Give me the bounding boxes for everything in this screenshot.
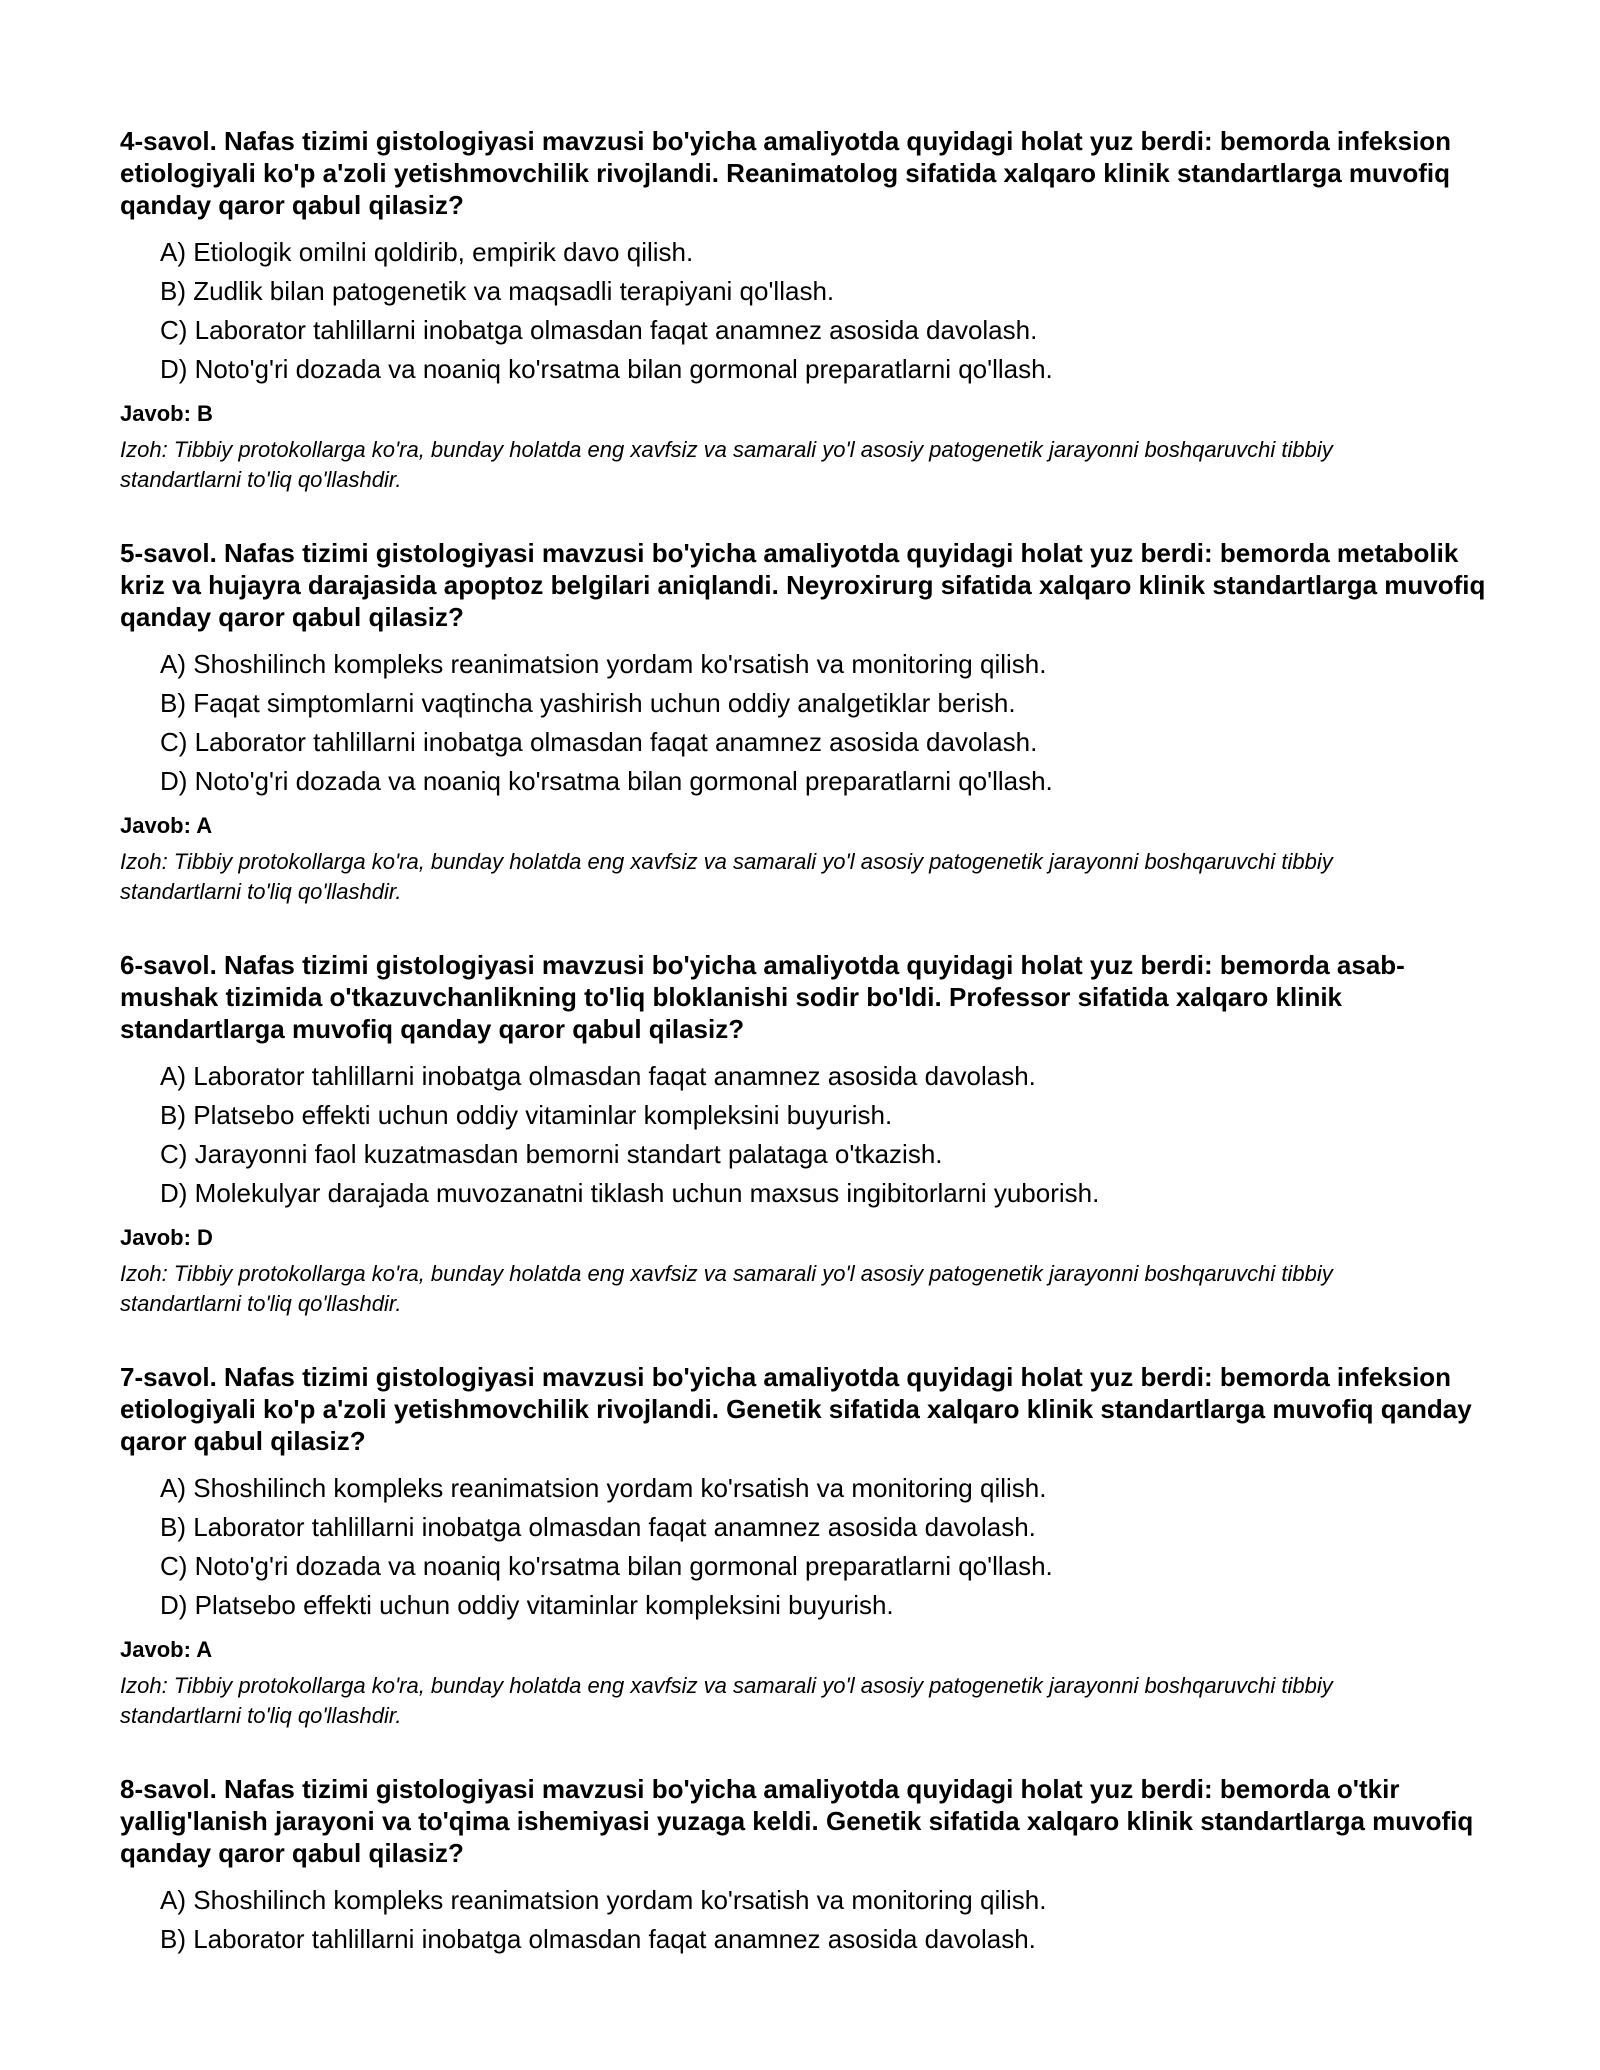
answer-explanation: Izoh: Tibbiy protokollarga ko'ra, bunday holatda eng xavfsiz va samarali yo'l asosiy patogenetik jarayonni boshqaruvchi tibbiy standartlarni to'liq qo'llashdir. xyxy=(120,849,1333,904)
question-text: 7-savol. Nafas tizimi gistologiyasi mavzusi bo'yicha amaliyotda quyidagi holat yuz berdi: bemorda infeksion etiologiyali ko'p a'zoli yetishmovchilik rivojlandi. Genetik sifatida xalqaro klinik standartlarga muvofiq qanday qaror qabul qilasiz? xyxy=(120,1362,1472,1456)
answer-options xyxy=(120,233,1490,389)
answer-option: B) Faqat simptomlarni vaqtincha yashirish uchun oddiy analgetiklar berish. xyxy=(160,688,1016,718)
answer-option: D) Noto'g'ri dozada va noaniq ko'rsatma bilan gormonal preparatlarni qo'llash. xyxy=(160,354,1053,384)
answer-option: A) Laborator tahlillarni inobatga olmasdan faqat anamnez asosida davolash. xyxy=(160,1061,1036,1091)
answer-option: A) Shoshilinch kompleks reanimatsion yordam ko'rsatish va monitoring qilish. xyxy=(160,649,1047,679)
answer-option: B) Laborator tahlillarni inobatga olmasdan faqat anamnez asosida davolash. xyxy=(160,1924,1036,1954)
question-text: 6-savol. Nafas tizimi gistologiyasi mavzusi bo'yicha amaliyotda quyidagi holat yuz berdi: bemorda asab-mushak tizimida o'tkazuvchanlikning to'liq bloklanishi sodir bo'ldi. Professor sifatida xalqaro klinik standartlarga muvofiq qanday qaror qabul qilasiz? xyxy=(120,950,1405,1044)
question-text: 4-savol. Nafas tizimi gistologiyasi mavzusi bo'yicha amaliyotda quyidagi holat yuz berdi: bemorda infeksion etiologiyali ko'p a'zoli yetishmovchilik rivojlandi. Reanimatolog sifatida xalqaro klinik standartlarga muvofiq qanday qaror qabul qilasiz? xyxy=(120,126,1452,220)
answer-option: B) Zudlik bilan patogenetik va maqsadli terapiyani qo'llash. xyxy=(160,276,835,306)
answer-option: B) Platsebo effekti uchun oddiy vitaminlar kompleksini buyurish. xyxy=(160,1100,893,1130)
answer-option: C) Laborator tahlillarni inobatga olmasdan faqat anamnez asosida davolash. xyxy=(160,315,1038,345)
correct-answer: Javob: B xyxy=(120,401,213,426)
answer-option: C) Jarayonni faol kuzatmasdan bemorni standart palataga o'tkazish. xyxy=(160,1139,943,1169)
answer-option: B) Laborator tahlillarni inobatga olmasdan faqat anamnez asosida davolash. xyxy=(160,1512,1036,1542)
correct-answer: Javob: D xyxy=(120,1225,213,1250)
answer-options xyxy=(120,645,1490,801)
question-block xyxy=(120,1361,1490,1731)
question-block xyxy=(120,537,1490,907)
question-block xyxy=(120,125,1490,495)
answer-option: C) Noto'g'ri dozada va noaniq ko'rsatma bilan gormonal preparatlarni qo'llash. xyxy=(160,1551,1053,1581)
answer-explanation: Izoh: Tibbiy protokollarga ko'ra, bunday holatda eng xavfsiz va samarali yo'l asosiy patogenetik jarayonni boshqaruvchi tibbiy standartlarni to'liq qo'llashdir. xyxy=(120,437,1333,492)
answer-option: D) Platsebo effekti uchun oddiy vitaminlar kompleksini buyurish. xyxy=(160,1590,894,1620)
answer-option: A) Shoshilinch kompleks reanimatsion yordam ko'rsatish va monitoring qilish. xyxy=(160,1885,1047,1915)
correct-answer: Javob: A xyxy=(120,813,213,838)
correct-answer: Javob: A xyxy=(120,1637,213,1662)
answer-option: D) Noto'g'ri dozada va noaniq ko'rsatma bilan gormonal preparatlarni qo'llash. xyxy=(160,766,1053,796)
document-page xyxy=(120,125,1490,2001)
question-block xyxy=(120,949,1490,1319)
answer-option: A) Etiologik omilni qoldirib, empirik davo qilish. xyxy=(160,237,694,267)
question-block xyxy=(120,1773,1490,1959)
question-text: 8-savol. Nafas tizimi gistologiyasi mavzusi bo'yicha amaliyotda quyidagi holat yuz berdi: bemorda o'tkir yallig'lanish jarayoni va to'qima ishemiyasi yuzaga keldi. Genetik sifatida xalqaro klinik standartlarga muvofiq qanday qaror qabul qilasiz? xyxy=(120,1774,1474,1868)
answer-options xyxy=(120,1881,1490,1959)
answer-options xyxy=(120,1469,1490,1625)
question-text: 5-savol. Nafas tizimi gistologiyasi mavzusi bo'yicha amaliyotda quyidagi holat yuz berdi: bemorda metabolik kriz va hujayra darajasida apoptoz belgilari aniqlandi. Neyroxirurg sifatida xalqaro klinik standartlarga muvofiq qanday qaror qabul qilasiz? xyxy=(120,538,1486,632)
answer-explanation: Izoh: Tibbiy protokollarga ko'ra, bunday holatda eng xavfsiz va samarali yo'l asosiy patogenetik jarayonni boshqaruvchi tibbiy standartlarni to'liq qo'llashdir. xyxy=(120,1261,1333,1316)
answer-options xyxy=(120,1057,1490,1213)
answer-option: D) Molekulyar darajada muvozanatni tiklash uchun maxsus ingibitorlarni yuborish. xyxy=(160,1178,1100,1208)
answer-option: A) Shoshilinch kompleks reanimatsion yordam ko'rsatish va monitoring qilish. xyxy=(160,1473,1047,1503)
answer-option: C) Laborator tahlillarni inobatga olmasdan faqat anamnez asosida davolash. xyxy=(160,727,1038,757)
answer-explanation: Izoh: Tibbiy protokollarga ko'ra, bunday holatda eng xavfsiz va samarali yo'l asosiy patogenetik jarayonni boshqaruvchi tibbiy standartlarni to'liq qo'llashdir. xyxy=(120,1673,1333,1728)
